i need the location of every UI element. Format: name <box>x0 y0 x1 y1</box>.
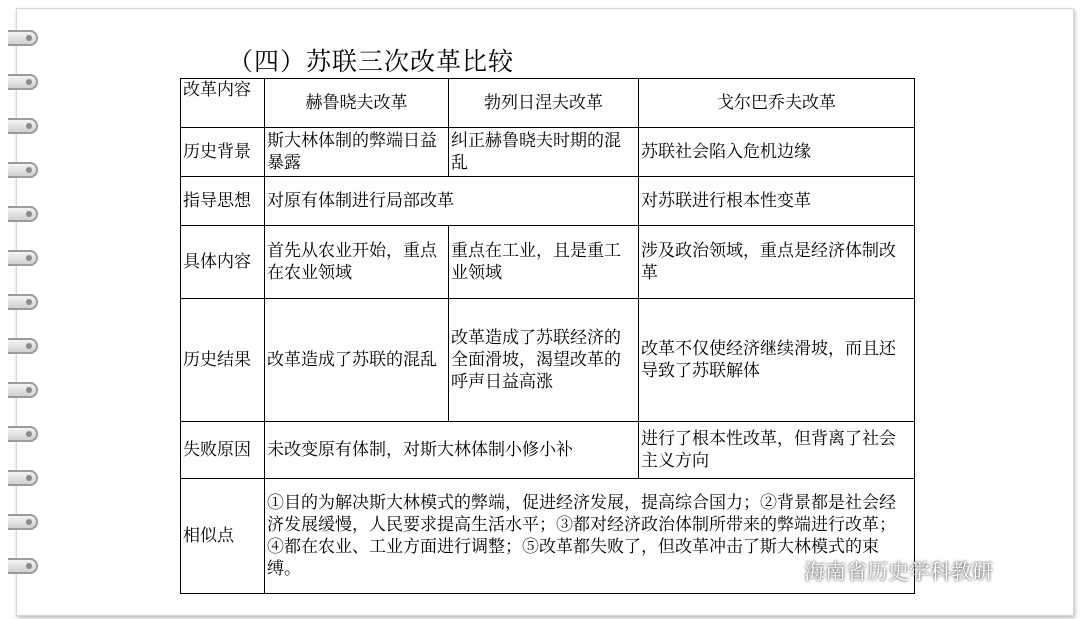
watermark-text: 海南省历史学科教研 <box>804 560 993 584</box>
row-label-similar: 相似点 <box>181 479 265 594</box>
cell-content-khrushchev: 首先从农业开始，重点在农业领域 <box>265 226 449 299</box>
table-row-failure <box>181 422 915 479</box>
cell-result-khrushchev: 改革造成了苏联的混乱 <box>265 299 449 422</box>
cell-background-brezhnev: 纠正赫鲁晓夫时期的混乱 <box>449 128 639 177</box>
table-header-row <box>181 79 915 128</box>
binder-ring <box>8 118 38 134</box>
row-label-result: 历史结果 <box>181 299 265 422</box>
binder-ring <box>8 162 38 178</box>
row-label-guiding: 指导思想 <box>181 177 265 226</box>
cell-similar-points: ①目的为解决斯大林模式的弊端，促进经济发展，提高综合国力；②背景都是社会经济发展缓慢，人民要求提高生活水平；③都对经济政治体制所带来的弊端进行改革；④都在农业、工业方面进行调整；⑤改革都失败了，但改革冲击了斯大林模式的束缚。 <box>265 479 915 594</box>
binder-ring <box>8 470 38 486</box>
cell-failure-khrushchev-brezhnev: 未改变原有体制，对斯大林体制小修小补 <box>265 422 639 479</box>
document-title: （四）苏联三次改革比较 <box>228 47 515 76</box>
cell-background-gorbachev: 苏联社会陷入危机边缘 <box>639 128 915 177</box>
wechat-icon <box>760 556 796 586</box>
binder-ring <box>8 558 38 574</box>
reform-comparison-table <box>180 78 915 594</box>
table-row-content <box>181 226 915 299</box>
cell-content-gorbachev: 涉及政治领域，重点是经济体制改革 <box>639 226 915 299</box>
column-header-gorbachev: 戈尔巴乔夫改革 <box>639 79 915 128</box>
corner-header: 改革内容 <box>181 79 265 128</box>
row-label-content: 具体内容 <box>181 226 265 299</box>
binder-ring <box>8 514 38 530</box>
cell-result-brezhnev: 改革造成了苏联经济的全面滑坡，渴望改革的呼声日益高涨 <box>449 299 639 422</box>
column-header-brezhnev: 勃列日涅夫改革 <box>449 79 639 128</box>
cell-failure-gorbachev: 进行了根本性改革，但背离了社会主义方向 <box>639 422 915 479</box>
watermark <box>760 556 993 586</box>
row-label-background: 历史背景 <box>181 128 265 177</box>
table-row-background <box>181 128 915 177</box>
binder-ring <box>8 30 38 46</box>
binder-ring <box>8 382 38 398</box>
binder-ring <box>8 250 38 266</box>
table-row-guiding <box>181 177 915 226</box>
cell-guiding-khrushchev-brezhnev: 对原有体制进行局部改革 <box>265 177 639 226</box>
cell-guiding-gorbachev: 对苏联进行根本性变革 <box>639 177 915 226</box>
cell-background-khrushchev: 斯大林体制的弊端日益暴露 <box>265 128 449 177</box>
binder-ring <box>8 74 38 90</box>
cell-content-brezhnev: 重点在工业，且是重工业领域 <box>449 226 639 299</box>
binder-ring <box>8 294 38 310</box>
table-row-result <box>181 299 915 422</box>
binder-ring <box>8 206 38 222</box>
cell-result-gorbachev: 改革不仅使经济继续滑坡，而且还导致了苏联解体 <box>639 299 915 422</box>
binder-ring <box>8 426 38 442</box>
row-label-failure: 失败原因 <box>181 422 265 479</box>
binder-ring <box>8 338 38 354</box>
column-header-khrushchev: 赫鲁晓夫改革 <box>265 79 449 128</box>
